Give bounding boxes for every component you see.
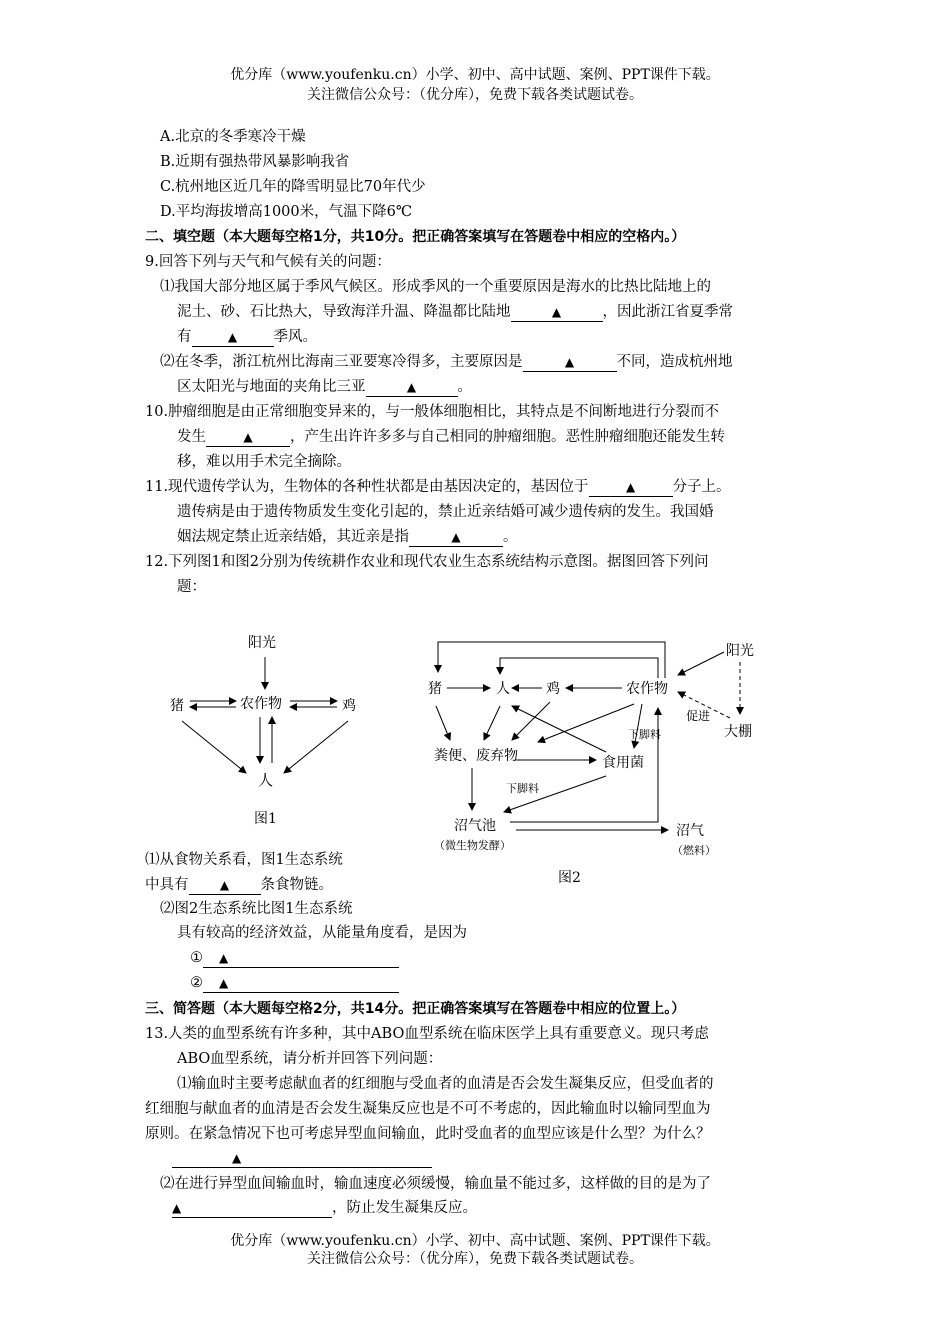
fig2-greenhouse-label: 大棚 — [724, 724, 752, 740]
figure-2-diagram — [420, 630, 780, 860]
q9-2-line1: ⑵在冬季，浙江杭州比海南三亚要寒冷得多，主要原因是 ▲ 不同，造成杭州地 — [160, 354, 733, 370]
q13-line2: ABO血型系统，请分析并回答下列问题： — [177, 1051, 443, 1067]
fig1-human-label: 人 — [258, 771, 274, 789]
fig2-chicken-label: 鸡 — [546, 681, 560, 697]
answer-blank[interactable]: ▲ — [172, 1199, 332, 1218]
q13-2-line1: ⑵在进行异型血间输血时，输血速度必须缓慢，输血量不能过多，这样做的目的是为了 — [160, 1176, 711, 1192]
answer-blank[interactable]: ▲ — [189, 876, 261, 895]
q9-2-line2: 区太阳光与地面的夹角比三亚 ▲ 。 — [177, 379, 472, 395]
q10-line2: 发生 ▲ ，产生出许许多多与自己相同的肿瘤细胞。恶性肿瘤细胞还能发生转 — [177, 429, 725, 445]
fig2-biogas-note: （燃料） — [672, 844, 716, 857]
figure-1-caption: 图1 — [254, 811, 277, 827]
fig2-scraps-label-2: 下脚料 — [506, 782, 539, 795]
q12-2-answer-1: ① ▲ — [190, 948, 399, 968]
q12-2-answer-2: ② ▲ — [190, 973, 399, 993]
q12-2-line1: ⑵图2生态系统比图1生态系统 — [160, 901, 353, 917]
option-a: A.北京的冬季寒冷干燥 — [160, 129, 306, 145]
q13-1-answer — [172, 1148, 432, 1168]
fig2-waste-label: 粪便、废弃物 — [434, 748, 518, 764]
fig2-biogas-label: 沼气 — [676, 823, 704, 839]
q12-1-line1: ⑴从食物关系看，图1生态系统 — [145, 852, 343, 868]
fig2-digester-label: 沼气池 — [454, 818, 496, 834]
answer-blank[interactable]: ▲ — [366, 378, 458, 397]
q11-line3: 姻法规定禁止近亲结婚，其近亲是指 ▲ 。 — [177, 529, 518, 545]
q13-line1: 13.人类的血型系统有许多种，其中ABO血型系统在临床医学上具有重要意义。现只考虑 — [145, 1026, 709, 1042]
fig2-human-label: 人 — [496, 681, 510, 697]
q11-line1: 11.现代遗传学认为，生物体的各种性状都是由基因决定的，基因位于 ▲ 分子上。 — [145, 479, 731, 495]
header-line-1: 优分库（www.youfenku.cn）小学、初中、高中试题、案例、PPT课件下载。 — [230, 67, 720, 83]
fig2-sun-label: 阳光 — [726, 643, 754, 659]
footer-line-2: 关注微信公众号：（优分库），免费下载各类试题试卷。 — [307, 1251, 643, 1267]
answer-blank[interactable]: ▲ — [409, 528, 503, 547]
q9-1-line2: 泥土、砂、石比热大，导致海洋升温、降温都比陆地 ▲ ，因此浙江省夏季常 — [177, 304, 733, 320]
fig2-pig-label: 猪 — [428, 681, 442, 697]
q10-line3: 移，难以用手术完全摘除。 — [177, 454, 351, 470]
answer-blank[interactable]: ▲ — [203, 974, 399, 993]
q11-line2: 遗传病是由于遗传物质发生变化引起的，禁止近亲结婚可减少遗传病的发生。我国婚 — [177, 504, 714, 520]
fig2-scraps-label-1: 下脚料 — [628, 728, 661, 741]
fig1-crop-label: 农作物 — [240, 696, 282, 712]
q13-1-line2: 红细胞与献血者的血清是否会发生凝集反应也是不可不考虑的，因此输血时以输同型血为 — [145, 1101, 711, 1117]
answer-blank[interactable]: ▲ — [172, 1149, 432, 1168]
section3-title: 三、简答题（本大题每空格2分，共14分。把正确答案填写在答题卷中相应的位置上。） — [145, 1001, 686, 1017]
q12-line1: 12.下列图1和图2分别为传统耕作农业和现代农业生态系统结构示意图。据图回答下列问 — [145, 554, 709, 570]
q9-1-line1: ⑴我国大部分地区属于季风气候区。形成季风的一个重要原因是海水的比热比陆地上的 — [160, 279, 711, 295]
fig1-chicken-label: 鸡 — [342, 698, 356, 714]
option-d: D.平均海拔增高1000米，气温下降6℃ — [160, 204, 413, 220]
fig2-fungus-label: 食用菌 — [602, 755, 644, 771]
option-b: B.近期有强热带风暴影响我省 — [160, 154, 350, 170]
figure-2-caption: 图2 — [558, 870, 581, 886]
answer-blank[interactable]: ▲ — [206, 428, 290, 447]
section2-title: 二、填空题（本大题每空格1分，共10分。把正确答案填写在答题卷中相应的空格内。） — [145, 229, 686, 245]
figure-1-diagram — [160, 625, 380, 830]
fig2-promote-label: 促进 — [686, 709, 711, 723]
answer-blank[interactable]: ▲ — [511, 303, 603, 322]
q9-stem: 9.回答下列与天气和气候有关的问题： — [145, 254, 391, 270]
q12-line2: 题： — [177, 579, 206, 595]
answer-blank[interactable]: ▲ — [203, 949, 399, 968]
fig1-pig-label: 猪 — [170, 698, 184, 714]
answer-blank[interactable]: ▲ — [523, 353, 617, 372]
q13-2-line2: ▲ ，防止发生凝集反应。 — [172, 1200, 477, 1216]
q12-1-line2: 中具有 ▲ 条食物链。 — [145, 877, 333, 893]
q12-2-line2: 具有较高的经济效益，从能量角度看，是因为 — [177, 925, 467, 941]
fig1-sun-label: 阳光 — [248, 635, 276, 651]
footer-line-1: 优分库（www.youfenku.cn）小学、初中、高中试题、案例、PPT课件下载。 — [230, 1233, 720, 1249]
header-line-2: 关注微信公众号：（优分库），免费下载各类试题试卷。 — [307, 87, 643, 103]
answer-blank[interactable]: ▲ — [192, 328, 274, 347]
option-c: C.杭州地区近几年的降雪明显比70年代少 — [160, 179, 426, 195]
answer-blank[interactable]: ▲ — [589, 478, 673, 497]
fig2-crop-label: 农作物 — [626, 681, 668, 697]
q10-line1: 10.肿瘤细胞是由正常细胞变异来的，与一般体细胞相比，其特点是不间断地进行分裂而不 — [145, 404, 720, 420]
q9-1-line3: 有 ▲ 季风。 — [177, 329, 317, 345]
q13-1-line1: ⑴输血时主要考虑献血者的红细胞与受血者的血清是否会发生凝集反应，但受血者的 — [177, 1076, 714, 1092]
fig2-digester-note: （微生物发酵） — [434, 839, 511, 852]
q13-1-line3: 原则。在紧急情况下也可考虑异型血间输血，此时受血者的血型应该是什么型？为什么？ — [145, 1126, 711, 1142]
